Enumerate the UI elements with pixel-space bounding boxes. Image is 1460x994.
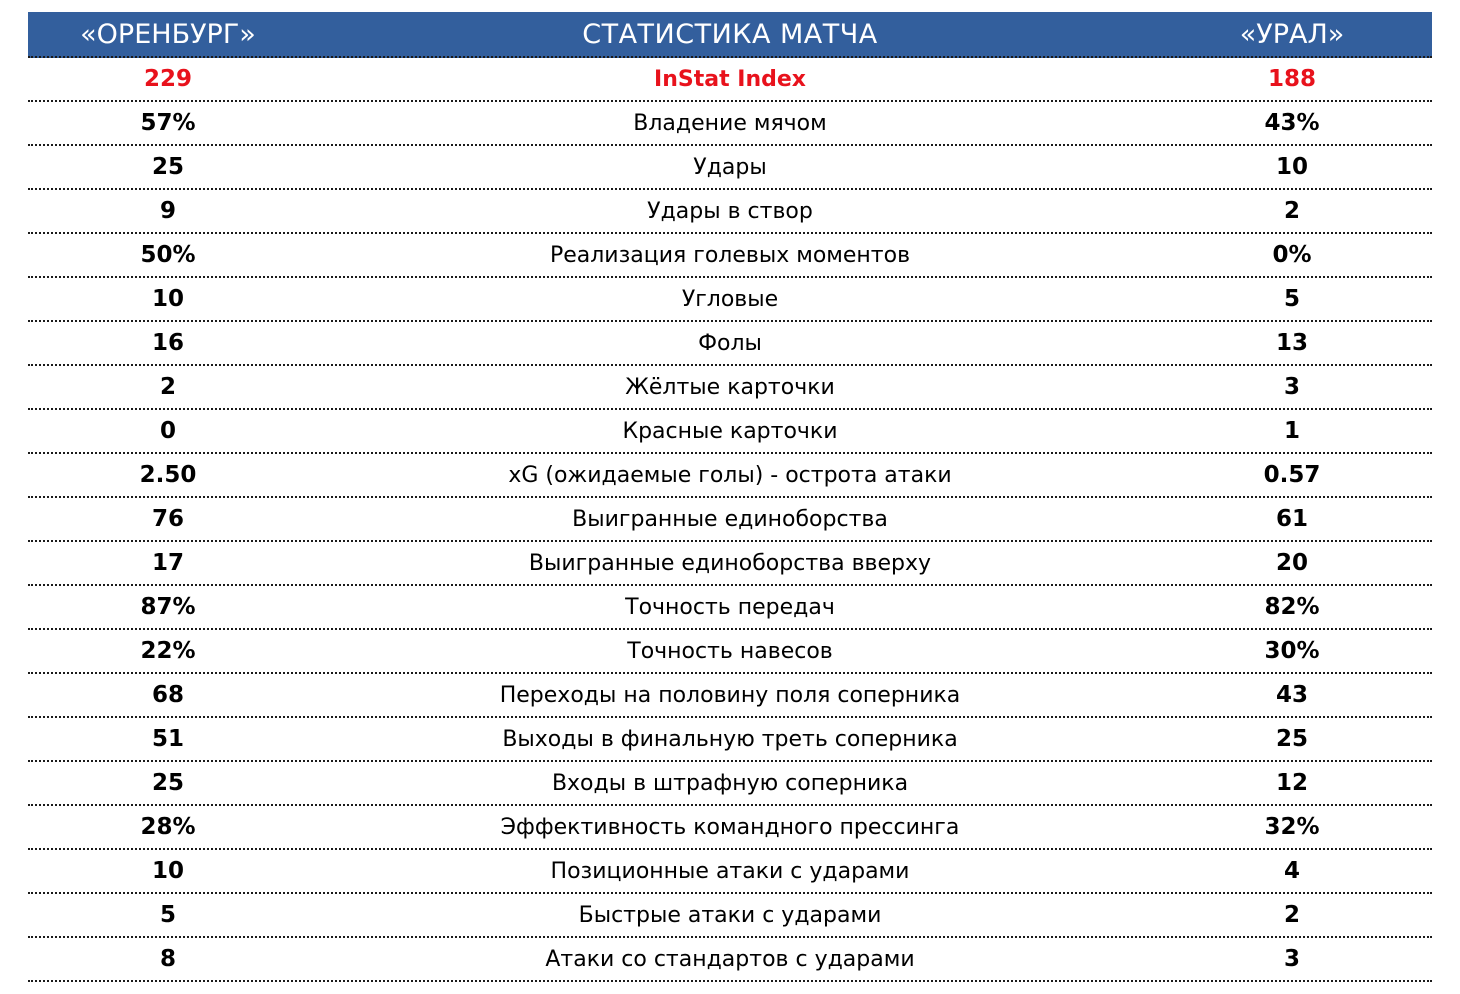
away-value: 25: [1275, 726, 1308, 752]
away-value: 2: [1283, 198, 1300, 224]
table-row: [28, 894, 1432, 938]
home-value: 25: [151, 770, 184, 796]
home-value: 10: [151, 858, 184, 884]
table-row: [28, 278, 1432, 322]
away-value: 5: [1283, 286, 1300, 312]
stat-label: Фолы: [698, 330, 762, 356]
table-row: [28, 498, 1432, 542]
table-row: [28, 542, 1432, 586]
away-value: 43%: [1264, 110, 1320, 136]
table-row: [28, 674, 1432, 718]
away-value: 4: [1283, 858, 1300, 884]
away-value: 3: [1283, 374, 1300, 400]
stat-label: Угловые: [681, 286, 779, 312]
away-value: 82%: [1264, 594, 1320, 620]
away-value: 0.57: [1263, 462, 1321, 488]
table-row: [28, 806, 1432, 850]
away-value: 1: [1283, 418, 1300, 444]
stat-label: Точность навесов: [627, 638, 833, 664]
home-value: 57%: [140, 110, 196, 136]
match-stats-table: [28, 12, 1432, 982]
table-title: СТАТИСТИКА МАТЧА: [582, 18, 878, 50]
stat-label: Красные карточки: [622, 418, 838, 444]
away-value: 32%: [1264, 814, 1320, 840]
stat-label: Атаки со стандартов с ударами: [545, 946, 915, 972]
away-value: 3: [1283, 946, 1300, 972]
table-row: [28, 102, 1432, 146]
table-row: [28, 630, 1432, 674]
table-row: [28, 850, 1432, 894]
away-value: 12: [1275, 770, 1308, 796]
table-row: [28, 322, 1432, 366]
home-value: 68: [151, 682, 184, 708]
home-value: 2: [159, 374, 176, 400]
stat-label: xG (ожидаемые голы) - острота атаки: [508, 462, 952, 488]
stat-label: Реализация голевых моментов: [549, 242, 911, 268]
away-team-name: «УРАЛ»: [1239, 18, 1345, 50]
home-value: 229: [143, 66, 192, 92]
home-value: 8: [159, 946, 176, 972]
table-row: [28, 718, 1432, 762]
home-value: 28%: [140, 814, 196, 840]
away-value: 0%: [1272, 242, 1312, 268]
home-value: 0: [159, 418, 176, 444]
home-value: 51: [151, 726, 184, 752]
table-row: [28, 146, 1432, 190]
stat-label: Точность передач: [625, 594, 835, 620]
home-value: 9: [159, 198, 176, 224]
stat-label: Входы в штрафную соперника: [551, 770, 909, 796]
away-value: 61: [1275, 506, 1308, 532]
away-value: 43: [1275, 682, 1308, 708]
stats-rows: [28, 58, 1432, 982]
table-row: [28, 938, 1432, 982]
away-value: 30%: [1264, 638, 1320, 664]
table-row: [28, 410, 1432, 454]
table-row: [28, 454, 1432, 498]
stat-label: Удары: [693, 154, 767, 180]
table-row: [28, 58, 1432, 102]
home-value: 5: [159, 902, 176, 928]
home-value: 17: [151, 550, 184, 576]
stat-label: Быстрые атаки с ударами: [578, 902, 882, 928]
table-row: [28, 586, 1432, 630]
home-value: 87%: [140, 594, 196, 620]
away-value: 2: [1283, 902, 1300, 928]
stat-label: Жёлтые карточки: [625, 374, 835, 400]
away-value: 188: [1267, 66, 1316, 92]
home-value: 22%: [140, 638, 196, 664]
away-value: 10: [1275, 154, 1308, 180]
home-team-name: «ОРЕНБУРГ»: [80, 18, 256, 50]
stat-label: Переходы на половину поля соперника: [499, 682, 961, 708]
stat-label: InStat Index: [654, 66, 806, 92]
home-value: 25: [151, 154, 184, 180]
home-value: 2.50: [139, 462, 197, 488]
home-value: 76: [151, 506, 184, 532]
table-row: [28, 234, 1432, 278]
home-value: 50%: [140, 242, 196, 268]
table-row: [28, 366, 1432, 410]
away-value: 13: [1275, 330, 1308, 356]
table-header: [28, 12, 1432, 58]
table-row: [28, 762, 1432, 806]
stat-label: Владение мячом: [633, 110, 827, 136]
stat-label: Позиционные атаки с ударами: [550, 858, 910, 884]
stat-label: Удары в створ: [647, 198, 813, 224]
stat-label: Эффективность командного прессинга: [500, 814, 960, 840]
away-value: 20: [1275, 550, 1308, 576]
home-value: 10: [151, 286, 184, 312]
stat-label: Выходы в финальную треть соперника: [502, 726, 958, 752]
stat-label: Выигранные единоборства вверху: [528, 550, 932, 576]
table-row: [28, 190, 1432, 234]
home-value: 16: [151, 330, 184, 356]
stat-label: Выигранные единоборства: [572, 506, 888, 532]
